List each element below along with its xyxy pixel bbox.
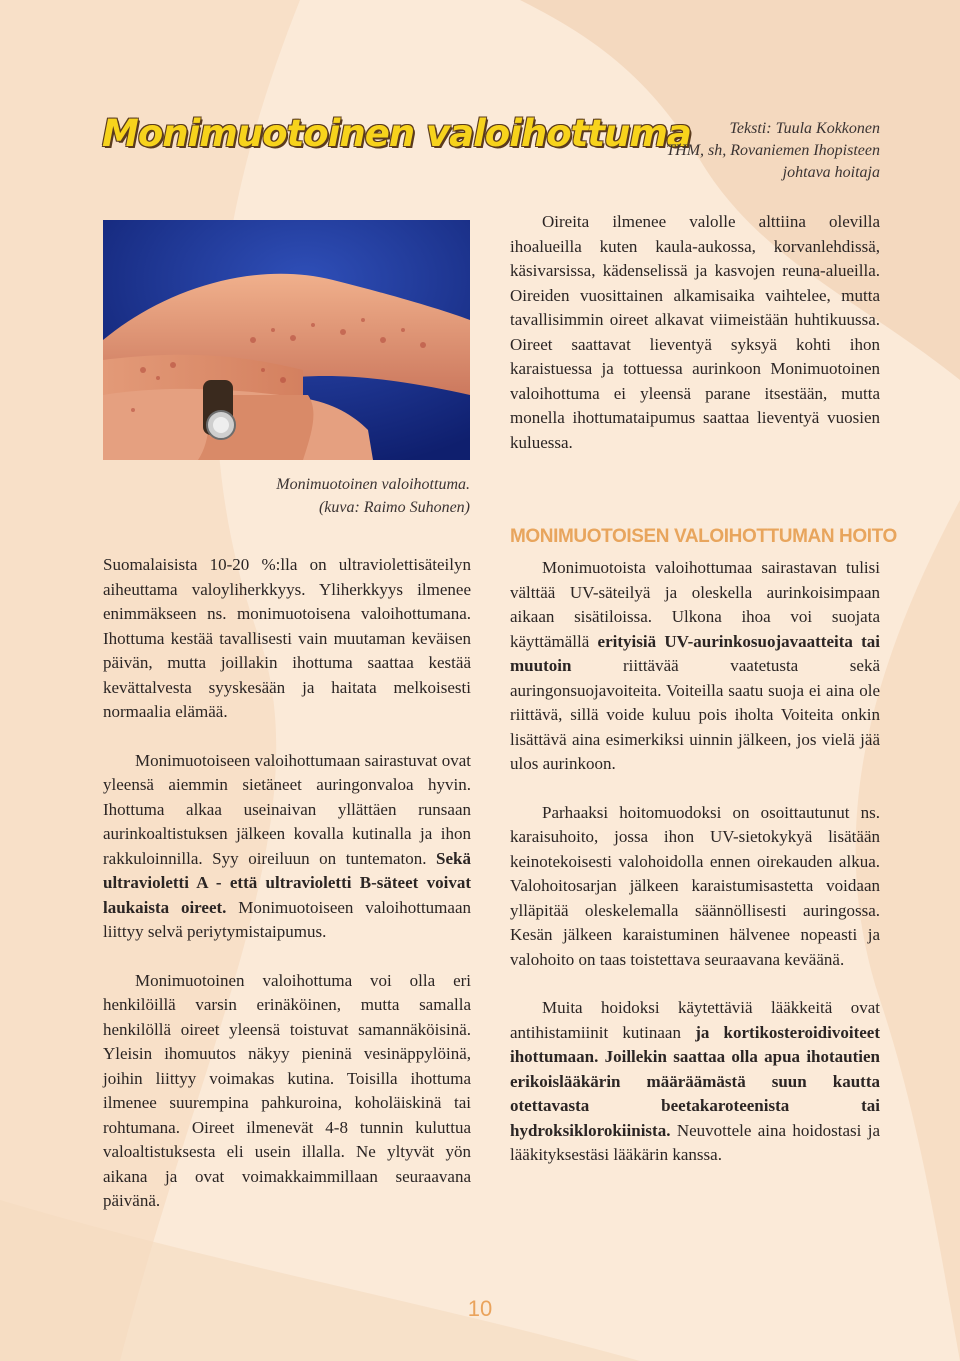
skin-rash-photo: [103, 220, 470, 460]
paragraph: Parhaaksi hoitomuodoksi on osoittautunut ns. karaisuhoito, jossa ihon UV-sietokykyä lisätään keinotekoisesti valohoidolla ennen oirekauden alkua. Valohoitosarjan jälkeen karaistumisastetta voidaan ylläpitää oleskelemalla säännöllisesti auringossa. Kesän jälkeen karaistuminen hälvenee nopeasti ja valohoito on taas toistettava seuraavana keväänä.: [510, 802, 880, 969]
paragraph: [103, 749, 471, 945]
page-number: 10: [467, 1296, 493, 1321]
caption-line: (kuva: Raimo Suhonen): [318, 499, 470, 516]
arms-illustration: [103, 220, 470, 460]
text-span: Neuvottele aina hoidostasi ja lääkityksestäsi lääkärin kanssa.: [510, 1120, 880, 1164]
text-span: riittävää vaatetusta sekä auringonsuojavoiteita. Voiteilla saatu suoja ei aina ole riittävä, sillä voide kuluu pois iholta Voiteita onkin lisättävä aina esimerkiksi uinnin jälkeen, jos vielä jää ulos aurinkoon.: [510, 656, 880, 773]
text-span: Monimuotoiseen valoihottumaan sairastuvat ovat yleensä aiemmin sietäneet auringonvaloa hyvin. Ihottuma alkaa useinaivan yllättäen runsaan aurinkoaltistuksen jälkeen kovalla kutinalla ja ihon rakkuloinnilla. Syy oireiluun on tuntematon.: [103, 750, 471, 868]
paragraph: Suomalaisista 10-20 %:lla on ultraviolettisäteilyn aiheuttama valoyliherkkyys. Yliherkkyys ilmenee enimmäkseen ns. monimuotoisena valoihottumana. Ihottuma kestää tavallisesti vain muutaman keväisen päivän, mutta joillakin ihottuma saattaa kestää kevättalvesta syyskesään ja haitata melkoisesti normaalia elämää.: [103, 555, 471, 721]
author-line: johtava hoitaja: [782, 164, 880, 181]
bold-text: Sekä ultravioletti A - että ultravioletti B-säteet voivat laukaista oireet.: [103, 848, 472, 917]
article-title: Monimuotoinen valoihottuma: [102, 112, 691, 155]
paragraph: Monimuotoinen valoihottuma voi olla eri henkilöillä varsin erinäköinen, mutta samalla henkilöllä oireet yleensä toistuvat samannäköisinä. Yleisin ihomuutos näkyy pieninä vesinäppylöinä, joihin liittyy voimakas kutina. Toisilla ihottuma ilmenee suurempina pahkuroina, koholäiskinä tai rohtumana. Oireet ilmenevät 4-8 tunnin kuluttua valoaltistuksesta eli usein illalla. Ne yltyvät yön aikana ja ovat voimakkaimmillaan seuraavana päivänä.: [103, 970, 471, 1210]
section-heading: MONIMUOTOISEN VALOIHOTTUMAN HOITO: [510, 526, 897, 547]
photo-caption: [103, 473, 470, 519]
text-span: Muita hoidoksi käytettäviä lääkkeitä ovat antihistamiinit kutinaan: [510, 998, 880, 1042]
paragraph: [510, 996, 880, 1168]
author-line: THM, sh, Rovaniemen Ihopisteen: [666, 142, 880, 159]
author-line: Teksti: Tuula Kokkonen: [729, 120, 880, 137]
text-span: Monimuotoista valoihottumaa sairastavan tulisi välttää UV-säteilyä ja oleskella aurinkoisimpaan aikaan sisätiloissa. Ulkona ihoa voi suojata käyttämällä: [510, 558, 880, 651]
right-column-treatment: [510, 556, 880, 1168]
left-column: [103, 553, 471, 1214]
bold-text: ja kortikosteroidivoiteet ihottumaan. Joillekin saattaa olla apua ihotautien erikoislääkärin määräämästä suun kautta otettavasta beetakaroteenista tai hydroksiklorokiinista.: [510, 1022, 880, 1140]
paragraph: [510, 556, 880, 777]
right-column-intro: [510, 210, 880, 455]
author-credit: [666, 118, 880, 184]
caption-line: Monimuotoinen valoihottuma.: [276, 476, 470, 493]
paragraph: Oireita ilmenee valolle alttiina olevilla ihoalueilla kuten kaula-aukossa, korvanlehdissä, käsivarsissa, kädenselissä ja kasvojen reuna-alueilla. Oireiden vuosittainen alkamisaika vaihtelee, mutta tavallisimmin oireet alkavat viimeistään huhtikuussa. Oireet saattavat lieventyä syksyä kohti ihon karaistuessa ja tottuessa aurinkoon Monimuotoinen valoihottuma ei yleensä parane itsestään, mutta monella ihottumataipumus saattaa lieventyä vuosien kuluessa.: [510, 212, 880, 452]
text-span: Monimuotoiseen valoihottumaan liittyy selvä periytymistaipumus.: [103, 897, 471, 941]
bold-text: erityisiä UV-aurinkosuojavaatteita tai muutoin: [510, 631, 880, 675]
